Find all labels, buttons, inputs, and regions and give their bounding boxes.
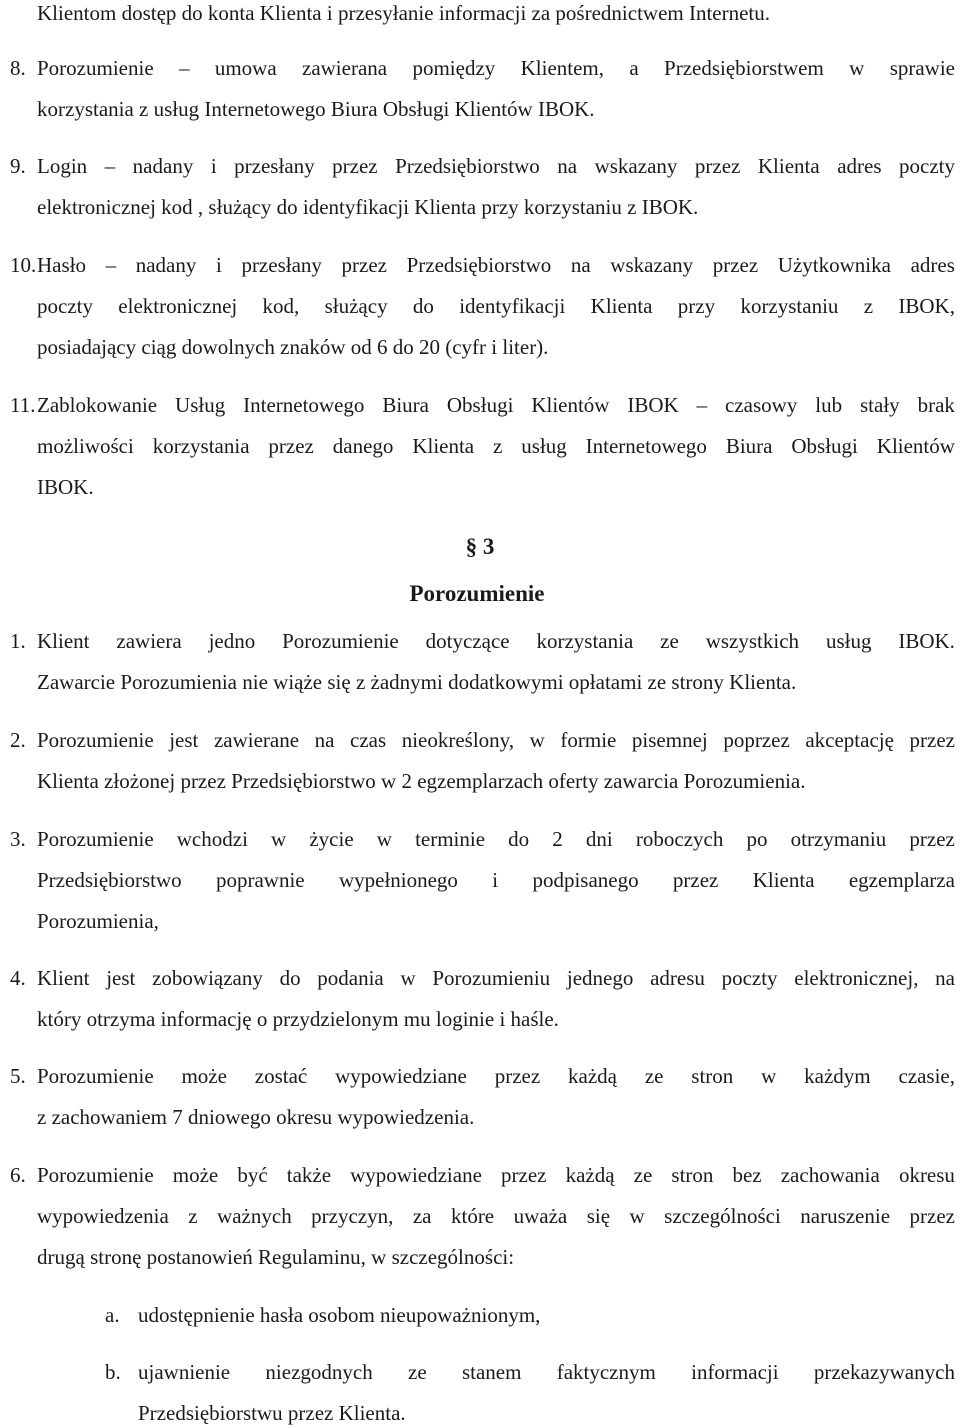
- word: zawierana: [302, 56, 388, 80]
- word: Zablokowanie: [37, 393, 158, 417]
- word: jedno: [208, 629, 256, 653]
- word: Porozumienie: [37, 827, 154, 851]
- word: przez: [672, 868, 719, 892]
- subpoint-letter: a.: [105, 1303, 120, 1327]
- word: każdą: [565, 1163, 615, 1187]
- word: informacji: [691, 1360, 779, 1384]
- word: może: [172, 1163, 219, 1187]
- word: Klientem,: [520, 56, 605, 80]
- word: pisemnej: [631, 728, 708, 752]
- definition-number: 8.: [10, 56, 26, 80]
- point-number: 2.: [10, 728, 26, 752]
- word: Użytkownika: [777, 253, 891, 277]
- word: otrzymaniu: [790, 827, 887, 851]
- word: do: [412, 294, 434, 318]
- word: jest: [106, 966, 136, 990]
- point-line: [37, 628, 955, 654]
- point-line: [37, 965, 955, 991]
- word: –: [696, 393, 708, 417]
- word: IBOK: [627, 393, 679, 417]
- definition-line: [37, 293, 955, 319]
- word: korzystania: [152, 434, 250, 458]
- word: –: [104, 154, 116, 178]
- word: dotyczące: [425, 629, 510, 653]
- word: wypowiedziane: [335, 1064, 467, 1088]
- word: stanem: [461, 1360, 522, 1384]
- definition-line: elektronicznej kod , służący do identyfikacji Klienta przy korzystaniu z IBOK.: [37, 195, 699, 219]
- definition-line: [37, 392, 955, 418]
- word: jednego: [566, 966, 634, 990]
- word: jest: [169, 728, 199, 752]
- word: poprawnie: [215, 868, 305, 892]
- word: w: [849, 56, 865, 80]
- word: wchodzi: [176, 827, 248, 851]
- word: IBOK.: [898, 629, 955, 653]
- word: przez: [909, 1204, 955, 1228]
- word: Przedsiębiorstwo: [37, 868, 182, 892]
- word: po: [746, 827, 768, 851]
- word: Porozumienie: [37, 56, 154, 80]
- word: uważa: [513, 1204, 568, 1228]
- word: 2: [552, 827, 563, 851]
- word: zobowiązany: [152, 966, 263, 990]
- word: poczty: [899, 154, 955, 178]
- word: wypowiedziane: [350, 1163, 482, 1187]
- word: Klienta: [590, 294, 653, 318]
- word: poczty: [37, 294, 93, 318]
- word: usług: [521, 434, 567, 458]
- word: wskazany: [594, 154, 678, 178]
- word: Hasło: [37, 253, 86, 277]
- word: ze: [660, 629, 679, 653]
- definition-number: 10.: [10, 253, 37, 277]
- word: okresu: [898, 1163, 955, 1187]
- subpoint-letter: b.: [105, 1360, 121, 1384]
- word: Obsługi: [446, 393, 514, 417]
- section-symbol: § 3: [465, 534, 495, 559]
- word: z: [863, 294, 874, 318]
- word: przez: [332, 154, 378, 178]
- word: może: [181, 1064, 227, 1088]
- word: Przedsiębiorstwo: [395, 154, 540, 178]
- word: w: [761, 1064, 777, 1088]
- word: adres: [910, 253, 955, 277]
- word: sprawie: [889, 56, 955, 80]
- word: być: [237, 1163, 268, 1187]
- word: Porozumienie: [37, 1163, 154, 1187]
- word: szczególności: [664, 1204, 781, 1228]
- word: do: [279, 966, 301, 990]
- word: z: [493, 434, 503, 458]
- word: korzystania: [536, 629, 634, 653]
- point-line: [37, 867, 955, 893]
- word: identyfikacji: [459, 294, 566, 318]
- point-line: [37, 727, 955, 753]
- word: przez: [494, 1064, 541, 1088]
- point-line: [37, 1203, 955, 1229]
- word: czasie,: [898, 1064, 955, 1088]
- word: przekazywanych: [813, 1360, 955, 1384]
- word: na: [314, 728, 335, 752]
- word: czasowy: [725, 393, 798, 417]
- word: z: [188, 1204, 198, 1228]
- word: przez: [341, 253, 387, 277]
- word: stron: [691, 1064, 734, 1088]
- word: i: [210, 154, 217, 178]
- definition-line: korzystania z usług Internetowego Biura Obsługi Klientów IBOK.: [37, 97, 595, 121]
- point-number: 1.: [10, 629, 26, 653]
- word: bez: [732, 1163, 762, 1187]
- word: życie: [309, 827, 354, 851]
- word: Login: [37, 154, 88, 178]
- word: roboczych: [635, 827, 724, 851]
- word: które: [450, 1204, 495, 1228]
- word: zawiera: [116, 629, 182, 653]
- word: Przedsiębiorstwem: [664, 56, 824, 80]
- word: możliwości: [37, 434, 134, 458]
- word: zachowania: [780, 1163, 880, 1187]
- subpoint-line: Przedsiębiorstwu przez Klienta.: [138, 1401, 406, 1425]
- word: Klienta: [757, 154, 820, 178]
- word: wszystkich: [705, 629, 800, 653]
- word: Klientów: [876, 434, 955, 458]
- word: przez: [268, 434, 314, 458]
- word: przy: [677, 294, 716, 318]
- point-number: 5.: [10, 1064, 26, 1088]
- word: do: [508, 827, 530, 851]
- section-title: Porozumienie: [409, 581, 545, 606]
- word: za: [412, 1204, 432, 1228]
- word: się: [586, 1204, 611, 1228]
- word: poczty: [721, 966, 778, 990]
- word: adresu: [650, 966, 705, 990]
- word: egzemplarza: [848, 868, 955, 892]
- word: na: [935, 966, 955, 990]
- word: wskazany: [610, 253, 694, 277]
- word: Internetowego: [585, 434, 707, 458]
- word: podpisanego: [532, 868, 639, 892]
- word: poprzez: [723, 728, 790, 752]
- word: korzystaniu: [740, 294, 839, 318]
- word: Klientów: [531, 393, 610, 417]
- word: Porozumienie: [37, 728, 154, 752]
- word: zostać: [254, 1064, 308, 1088]
- word: brak: [917, 393, 955, 417]
- word: nadany: [135, 253, 197, 277]
- word: ze: [408, 1360, 427, 1384]
- word: IBOK,: [898, 294, 955, 318]
- definition-line: [37, 153, 955, 179]
- word: elektronicznej: [118, 294, 238, 318]
- word: przez: [909, 728, 955, 752]
- word: służący: [324, 294, 388, 318]
- word: Porozumienie: [282, 629, 399, 653]
- point-number: 6.: [10, 1163, 26, 1187]
- word: przesłany: [241, 253, 322, 277]
- definition-line: posiadający ciąg dowolnych znaków od 6 do 20 (cyfr i liter).: [37, 335, 549, 359]
- word: akceptację: [805, 728, 894, 752]
- word: Porozumieniu: [432, 966, 551, 990]
- word: –: [105, 253, 117, 277]
- word: niezgodnych: [265, 1360, 373, 1384]
- word: Klient: [37, 629, 90, 653]
- word: ważnych: [217, 1204, 292, 1228]
- point-line: [37, 826, 955, 852]
- word: nadany: [132, 154, 194, 178]
- word: także: [286, 1163, 332, 1187]
- word: zawierane: [213, 728, 300, 752]
- word: formie: [560, 728, 617, 752]
- word: terminie: [415, 827, 486, 851]
- word: czas: [350, 728, 387, 752]
- definition-line: [37, 433, 955, 459]
- word: Porozumienie: [37, 1064, 154, 1088]
- word: pomiędzy: [412, 56, 496, 80]
- word: dni: [585, 827, 613, 851]
- word: stały: [860, 393, 900, 417]
- word: Biura: [725, 434, 773, 458]
- definition-number: 9.: [10, 154, 26, 178]
- word: i: [492, 868, 499, 892]
- definition-line: [37, 55, 955, 81]
- word: Klient: [37, 966, 90, 990]
- word: wypełnionego: [338, 868, 458, 892]
- word: Biura: [382, 393, 429, 417]
- point-line: Porozumienia,: [37, 909, 159, 933]
- word: i: [215, 253, 222, 277]
- point-line: drugą stronę postanowień Regulaminu, w szczególności:: [37, 1245, 515, 1269]
- word: faktycznym: [556, 1360, 656, 1384]
- word: Internetowego: [243, 393, 365, 417]
- word: usług: [825, 629, 872, 653]
- word: ze: [644, 1064, 664, 1088]
- word: adres: [837, 154, 882, 178]
- point-line: [37, 1162, 955, 1188]
- point-line: [37, 1063, 955, 1089]
- point-number: 4.: [10, 966, 26, 990]
- word: każdą: [568, 1064, 617, 1088]
- word: przez: [909, 827, 955, 851]
- definition-number: 11.: [10, 393, 36, 417]
- point-line: Klienta złożonej przez Przedsiębiorstwo w 2 egzemplarzach oferty zawarcia Porozumienia.: [37, 769, 806, 793]
- word: wypowiedzenia: [37, 1204, 169, 1228]
- word: stron: [671, 1163, 714, 1187]
- word: na: [557, 154, 578, 178]
- word: nieokreślony,: [401, 728, 515, 752]
- word: przez: [694, 154, 741, 178]
- definition-line: [37, 252, 955, 278]
- point-number: 3.: [10, 827, 26, 851]
- word: Klienta: [412, 434, 475, 458]
- word: w: [400, 966, 416, 990]
- point-line: który otrzyma informację o przydzielonym mu loginie i haśle.: [37, 1007, 559, 1031]
- word: naruszenie: [800, 1204, 891, 1228]
- word: a: [629, 56, 639, 80]
- word: Klienta: [752, 868, 815, 892]
- intro-line: Klientom dostęp do konta Klienta i przesyłanie informacji za pośrednictwem Internetu.: [37, 1, 771, 25]
- point-line: z zachowaniem 7 dniowego okresu wypowiedzenia.: [37, 1105, 475, 1129]
- word: lub: [815, 393, 843, 417]
- word: przez: [712, 253, 759, 277]
- subpoint-line: [138, 1359, 955, 1385]
- word: Przedsiębiorstwo: [406, 253, 552, 277]
- word: ze: [633, 1163, 653, 1187]
- word: danego: [332, 434, 394, 458]
- word: w: [376, 827, 392, 851]
- point-line: Zawarcie Porozumienia nie wiąże się z żadnymi dodatkowymi opłatami ze strony Klienta.: [37, 670, 797, 694]
- word: podania: [317, 966, 384, 990]
- word: Usług: [175, 393, 226, 417]
- definition-line: IBOK.: [37, 475, 94, 499]
- word: –: [178, 56, 190, 80]
- word: przesłany: [234, 154, 315, 178]
- word: kod,: [262, 294, 300, 318]
- word: każdym: [804, 1064, 871, 1088]
- word: przyczyn,: [311, 1204, 394, 1228]
- word: przez: [501, 1163, 547, 1187]
- word: ujawnienie: [138, 1360, 231, 1384]
- word: Obsługi: [791, 434, 858, 458]
- word: umowa: [214, 56, 277, 80]
- word: w: [529, 728, 545, 752]
- word: w: [271, 827, 287, 851]
- subpoint-line: udostępnienie hasła osobom nieupoważnionym,: [138, 1303, 541, 1327]
- word: w: [629, 1204, 645, 1228]
- word: elektronicznej,: [794, 966, 919, 990]
- word: na: [570, 253, 591, 277]
